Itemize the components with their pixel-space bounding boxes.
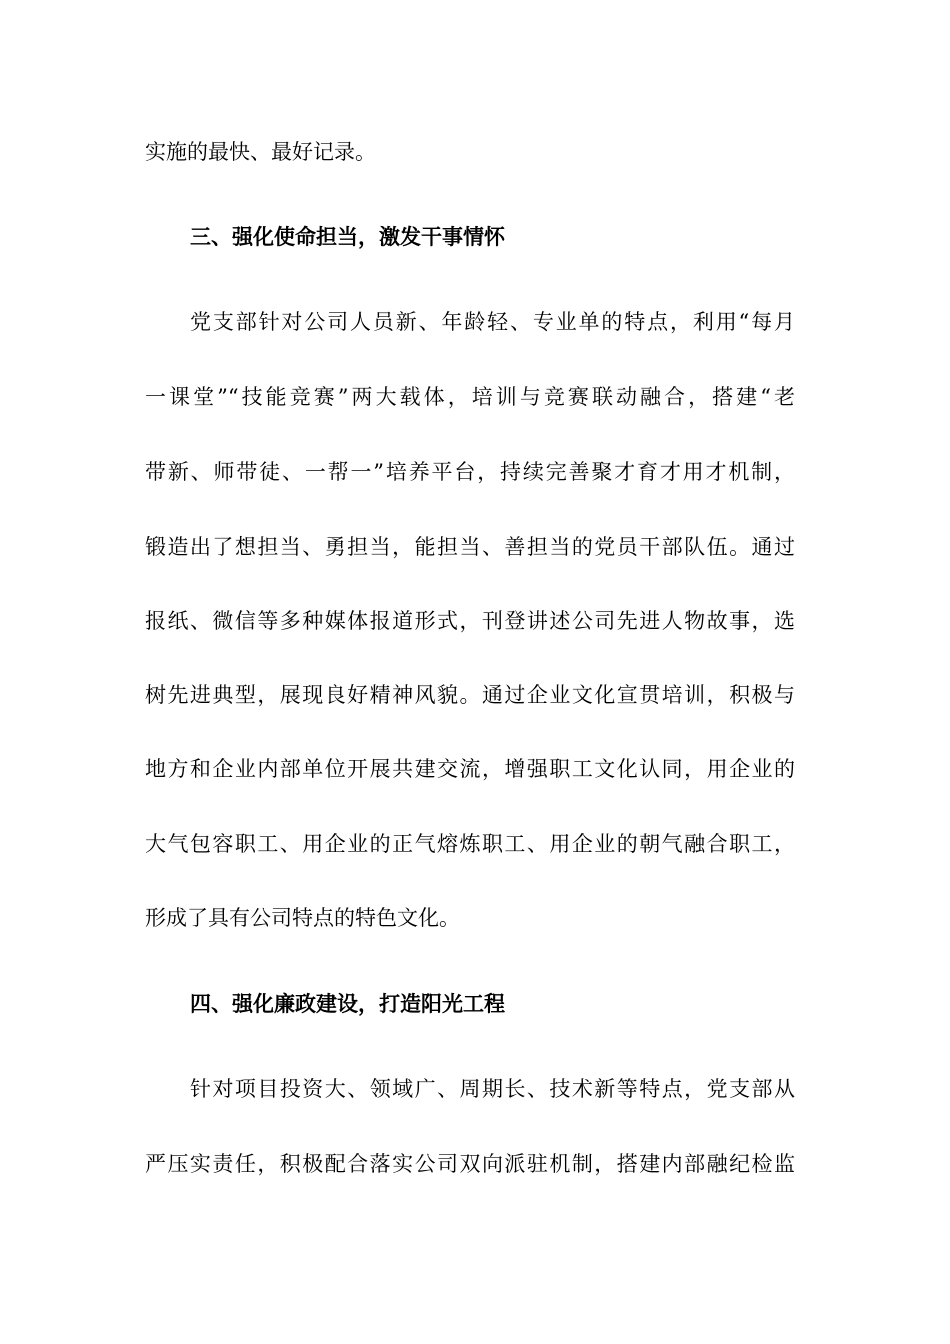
section-heading-4: 四、强化廉政建设，打造阳光工程: [190, 992, 505, 1016]
section-heading-3: 三、强化使命担当，激发干事情怀: [190, 225, 505, 249]
paragraph-line: 一课堂”“技能竞赛”两大载体，培训与竞赛联动融合，搭建“老: [145, 385, 795, 409]
paragraph-line: 带新、师带徒、一帮一”培养平台，持续完善聚才育才用才机制，: [145, 460, 795, 484]
paragraph-line: 实施的最快、最好记录。: [145, 140, 376, 164]
paragraph-line: 形成了具有公司特点的特色文化。: [145, 906, 460, 930]
paragraph-line: 党支部针对公司人员新、年龄轻、专业单的特点，利用“每月: [190, 310, 795, 334]
paragraph-line: 锻造出了想担当、勇担当，能担当、善担当的党员干部队伍。通过: [145, 535, 795, 559]
paragraph-line: 报纸、微信等多种媒体报道形式，刊登讲述公司先进人物故事，选: [145, 609, 795, 633]
paragraph-line: 树先进典型，展现良好精神风貌。通过企业文化宣贯培训，积极与: [145, 683, 795, 707]
paragraph-line: 地方和企业内部单位开展共建交流，增强职工文化认同，用企业的: [145, 757, 795, 781]
paragraph-line: 严压实责任，积极配合落实公司双向派驻机制，搭建内部融纪检监: [145, 1152, 795, 1176]
paragraph-line: 针对项目投资大、领域广、周期长、技术新等特点，党支部从: [190, 1077, 795, 1101]
paragraph-line: 大气包容职工、用企业的正气熔炼职工、用企业的朝气融合职工，: [145, 832, 795, 856]
